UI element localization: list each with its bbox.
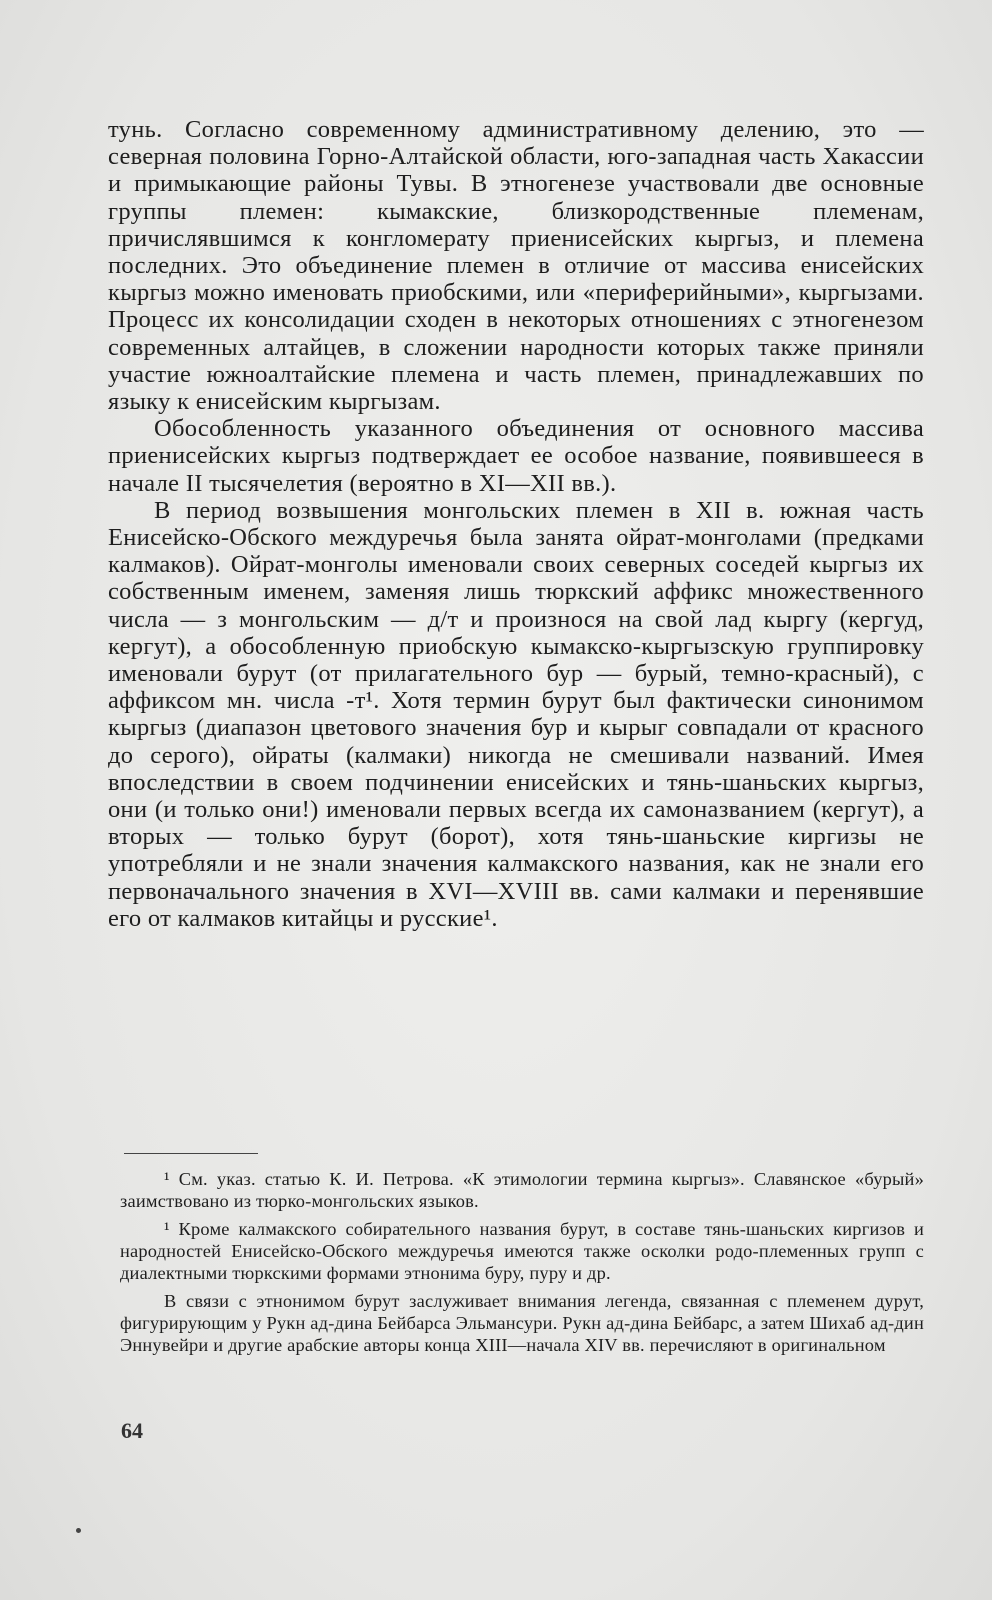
page-number: 64 (121, 1418, 143, 1443)
footnote-separator (124, 1153, 258, 1154)
paragraph-3: В период возвышения монгольских племен в XII в. южная часть Енисейско-Обского междуречья была занята ойрат-монголами (предками калмаков). Ойрат-монголы именовали своих северных соседей кыргыз их собственным именем, заменяя лишь тюркский аффикс множественного числа — з монгольским — д/т и произнося на свой лад кыргу (кергуд, кергут), а обособленную приобскую кымакско-кыргызскую группировку именовали бурут (от прилагательного бур — бурый, темно-красный), с аффиксом мн. числа -т¹. Хотя термин бурут был фактически синонимом кыргыз (диапазон цветового значения бур и кырыг совпадали от красного до серого), ойраты (калмаки) никогда не смешивали названий. Имея впоследствии в своем подчинении енисейских и тянь-шаньских кыргыз, они (и только они!) именовали первых всегда их самоназванием (кергут), а вторых — только бурут (борот), хотя тянь-шаньские киргизы не употребляли и не знали значения калмакского названия, как не знали его первоначального значения в XVI—XVIII вв. сами калмаки и перенявшие его от калмаков китайцы и русские¹. (108, 496, 924, 932)
paper-speck (76, 1528, 81, 1533)
paragraph-1: тунь. Согласно современному административному делению, это — северная половина Горно-Алтайской области, юго-западная часть Хакассии и примыкающие районы Тувы. В этногенезе участвовали две основные группы племен: кымакские, близкородственные племенам, причислявшимся к конгломерату приенисейских кыргыз, и племена последних. Это объединение племен в отличие от массива енисейских кыргыз можно именовать приобскими, или «периферийными», кыргызами. Процесс их консолидации сходен в некоторых отношениях с этногенезом современных алтайцев, в сложении народности которых также приняли участие южноалтайские племена и часть племен, принадлежавших по языку к енисейским кыргызам. (108, 116, 924, 416)
footnotes-block (120, 1168, 924, 1362)
footnote-1: ¹ См. указ. статью К. И. Петрова. «К этимологии термина кыргыз». Славянское «бурый» заимствовано из тюрко-монгольских языков. (120, 1169, 924, 1211)
footnote-2: ¹ Кроме калмакского собирательного названия бурут, в составе тянь-шаньских киргизов и народностей Енисейско-Обского междуречья имеются также осколки родо-племенных групп с диалектными тюркскими формами этнонима буру, пуру и др. (120, 1219, 924, 1283)
paragraph-2: Обособленность указанного объединения от основного массива приенисейских кыргыз подтверждает ее особое название, появившееся в начале II тысячелетия (вероятно в XI—XII вв.). (108, 415, 924, 497)
footnote-3: В связи с этнонимом бурут заслуживает внимания легенда, связанная с племенем дурут, фигурирующим у Рукн ад-дина Бейбарса Эльмансури. Рукн ад-дина Бейбарс, а затем Шихаб ад-дин Эннувейри и другие арабские авторы конца XIII—начала XIV вв. перечисляют в оригинальном (120, 1291, 924, 1355)
main-text-block (108, 116, 924, 932)
